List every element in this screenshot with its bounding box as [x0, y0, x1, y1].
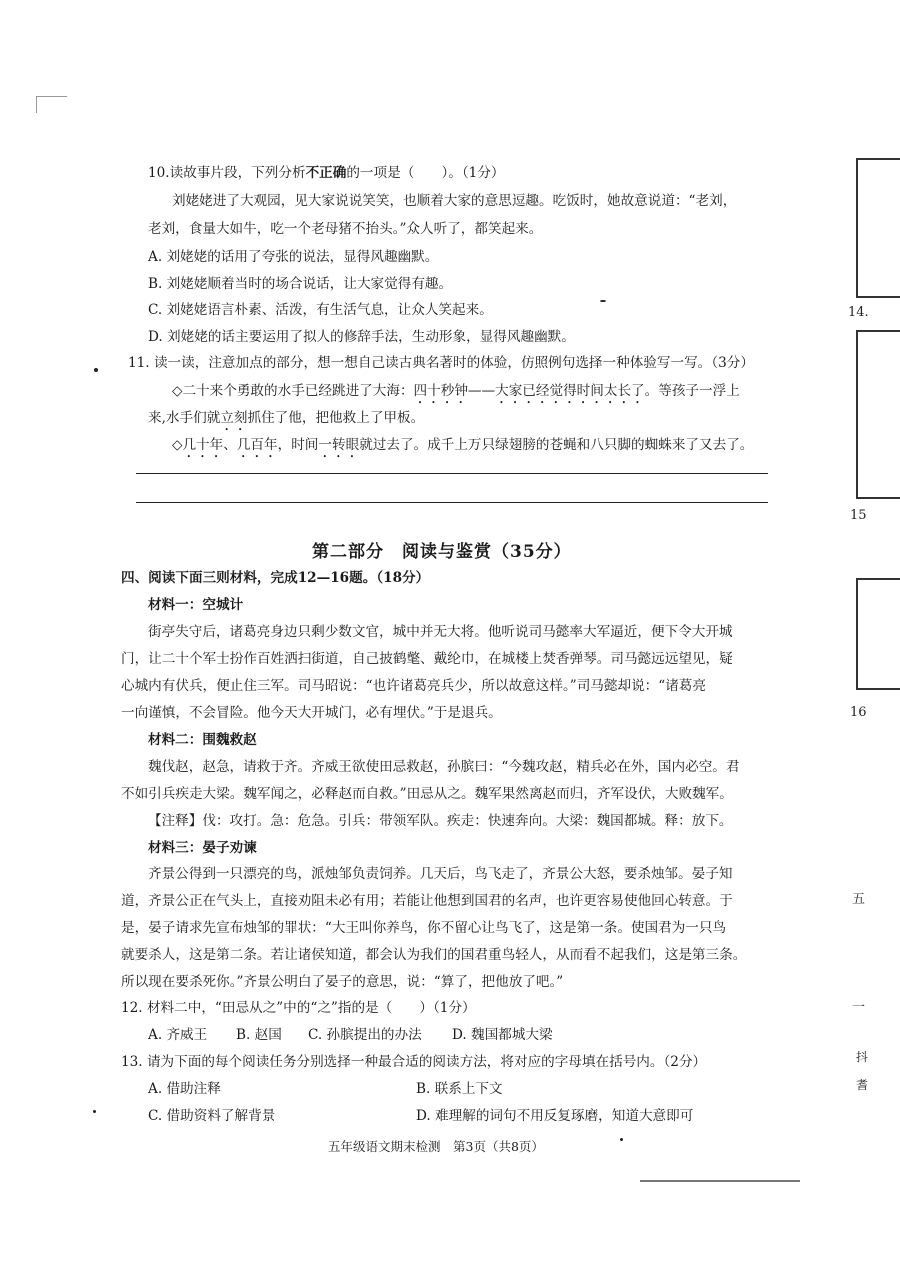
q13-option-d: D. 难理解的词句不用反复琢磨，知道大意即可 [416, 1108, 694, 1124]
scan-streak [640, 1180, 800, 1182]
edge-bracket [856, 330, 900, 332]
part2-title: 第二部分 阅读与鉴赏（35分） [312, 542, 572, 562]
material-1-line-1: 街亭失守后，诸葛亮身边只剩少数文官，城中并无大将。他听说司马懿率大军逼近，便下令大开城 [148, 624, 733, 640]
q10-passage-line-1: 刘姥姥进了大观园，见大家说说笑笑，也顺着大家的意思逗趣。吃饭时，她故意说道：“老刘， [172, 193, 737, 209]
material-2-note: 【注释】伐：攻打。急：危急。引兵：带领军队。疾走：快速奔向。大梁：魏国都城。释：放下。 [148, 813, 733, 829]
q13-option-a: A. 借助注释 [148, 1081, 221, 1097]
edge-number-15: 15 [850, 508, 867, 523]
q10-stem-pre: 10.读故事片段，下列分析 [148, 165, 306, 181]
material-3-title: 材料三：晏子劝谏 [148, 840, 257, 856]
q11-ex2-mid: ，时间 [277, 437, 319, 453]
scan-speck [620, 1138, 623, 1141]
edge-glyph: 五 [852, 892, 866, 907]
q11-ex2-dotted-2: 一转眼 [318, 437, 360, 453]
material-2-line-2: 不如引兵疾走大梁。魏军闻之，必释赵而自救。”田忌从之。魏军果然离赵而归，齐军设伏，大败魏军。 [121, 786, 733, 802]
scan-speck [600, 300, 606, 302]
edge-bracket [856, 688, 900, 690]
q11-stem: 11. 读一读，注意加点的部分，想一想自己读古典名著时的体验，仿照例句选择一种体验写一写。（3分） [128, 355, 754, 371]
edge-number-14: 14. [848, 305, 869, 320]
scan-speck [93, 1110, 96, 1113]
edge-bracket [856, 330, 858, 498]
q11-ex2-bullet: ◇ [172, 437, 183, 453]
q11-example-2 [172, 435, 753, 461]
edge-bracket [856, 578, 900, 580]
q10-stem-key: 不正确 [305, 165, 347, 181]
q11-ex1-text-end: 。等孩子一浮上 [644, 383, 740, 399]
edge-glyph: 抖 [856, 1050, 869, 1064]
q10-option-d: D. 刘姥姥的话主要运用了拟人的修辞手法，生动形象，显得风趣幽默。 [148, 329, 575, 345]
edge-bracket [856, 497, 900, 499]
material-1-line-2: 门，让二十个军士扮作百姓洒扫街道，自己披鹤氅、戴纶巾，在城楼上焚香弹琴。司马懿远远望见，疑 [121, 651, 733, 667]
q10-passage-line-2: 老刘，食量大如牛，吃一个老母猪不抬头。”众人听了，都笑起来。 [148, 221, 543, 237]
q11-ex2-post: 就过去了。成千上万只绿翅膀的苍蝇和八只脚的蜘蛛来了又去了。 [359, 437, 754, 453]
scan-speck [94, 368, 98, 372]
q11-example-1-line-1 [172, 381, 740, 407]
material-3-line-3: 是，晏子请求先宣布烛邹的罪状：“大王叫你养鸟，你不留心让鸟飞了，这是第一条。使国君为一只鸟 [121, 920, 727, 936]
q12-option-a: A. 齐威王 [148, 1027, 208, 1043]
material-3-line-4: 就要杀人，这是第二条。若让诸侯知道，都会认为我们的国君重鸟轻人，从而看不起我们，这是第三条。 [121, 947, 747, 963]
q13-stem: 13. 请为下面的每个阅读任务分别选择一种最合适的阅读方法，将对应的字母填在括号内。（2分） [121, 1054, 707, 1070]
edge-glyph: 耆 [856, 1078, 869, 1092]
page-footer: 五年级语文期末检测 第3页（共8页） [328, 1139, 544, 1154]
material-3-line-2: 道，齐景公正在气头上，直接劝阻未必有用；若能让他想到国君的名声，也许更容易使他回心转意。于 [121, 893, 733, 909]
q11-ex2-dotted: 几十年、几百年 [182, 437, 278, 453]
q11-ex1-line2-post: 抓住了他，把他救上了甲板。 [247, 410, 425, 426]
q11-example-1-line-2 [148, 408, 424, 434]
q11-answer-line-2[interactable] [136, 502, 768, 503]
q10-option-c: C. 刘姥姥语言朴素、活泼，有生活气息，让众人笑起来。 [148, 302, 493, 318]
q13-option-c: C. 借助资料了解背景 [148, 1108, 276, 1124]
edge-glyph: 一 [852, 1000, 866, 1015]
edge-bracket [856, 158, 900, 160]
q12-option-c: C. 孙膑提出的办法 [308, 1027, 422, 1043]
section-4-heading: 四、阅读下面三则材料，完成12—16题。（18分） [121, 570, 430, 586]
edge-number-16: 16 [850, 705, 867, 720]
q10-option-a: A. 刘姥姥的话用了夸张的说法，显得风趣幽默。 [148, 249, 439, 265]
q11-ex1-line2-dotted: 立刻 [220, 410, 248, 426]
edge-bracket [856, 296, 900, 298]
q10-option-b: B. 刘姥姥顺着当时的场合说话，让大家觉得有趣。 [148, 276, 453, 292]
material-3-line-5: 所以现在要杀死你。”齐景公明白了晏子的意思，说：“算了，把他放了吧。” [121, 974, 564, 990]
edge-bracket [856, 158, 858, 298]
q11-ex1-dotted: 四十秒钟——大家已经觉得时间太长了 [413, 383, 645, 399]
scan-corner-mark [36, 96, 67, 113]
q11-ex1-text: ◇二十来个勇敢的水手已经跳进了大海： [172, 383, 414, 399]
q10-stem-post: 的一项是（ ）。（1分） [346, 165, 505, 181]
q11-answer-line-1[interactable] [136, 473, 768, 474]
material-2-line-1: 魏伐赵，赵急，请救于齐。齐威王欲使田忌救赵，孙膑曰：“今魏攻赵，精兵必在外，国内必空。君 [148, 759, 740, 775]
q11-ex1-line2-pre: 来,水手们就 [148, 410, 221, 426]
q12-option-d: D. 魏国都城大梁 [452, 1027, 553, 1043]
material-3-line-1: 齐景公得到一只漂亮的鸟，派烛邹负责饲养。几天后，鸟飞走了，齐景公大怒，要杀烛邹。晏子知 [148, 866, 733, 882]
q10-stem [148, 163, 505, 183]
material-1-line-3: 心城内有伏兵，便止住三军。司马昭说：“也许诸葛亮兵少，所以故意这样。”司马懿却说：“诸葛亮 [121, 678, 706, 694]
material-2-title: 材料二：围魏救赵 [148, 732, 257, 748]
q12-stem: 12. 材料二中，“田忌从之”中的“之”指的是（ ）（1分） [121, 1000, 476, 1016]
material-1-line-4: 一向谨慎，不会冒险。他今天大开城门，必有埋伏。”于是退兵。 [121, 705, 502, 721]
material-1-title: 材料一：空城计 [148, 597, 244, 613]
edge-bracket [856, 578, 858, 690]
q12-option-b: B. 赵国 [236, 1027, 282, 1043]
q13-option-b: B. 联系上下文 [416, 1081, 503, 1097]
